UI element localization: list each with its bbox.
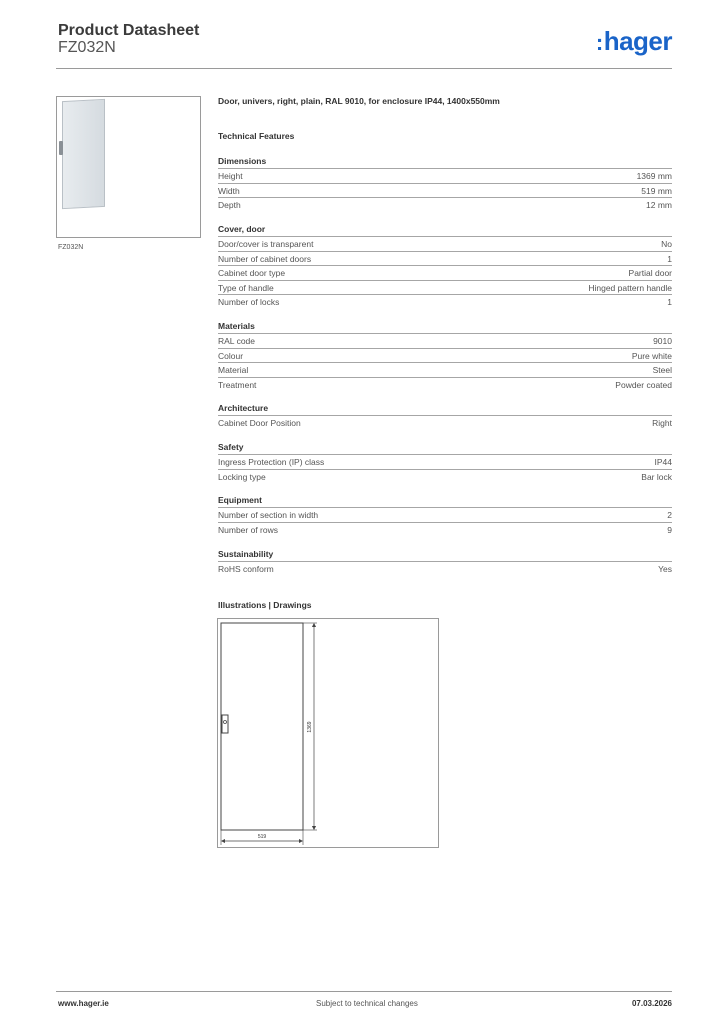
spec-row xyxy=(218,522,672,536)
door-outline xyxy=(221,623,303,830)
spec-label: Width xyxy=(218,185,240,196)
spec-label: Cabinet door type xyxy=(218,268,286,278)
spec-label: Number of cabinet doors xyxy=(218,253,312,264)
spec-value: 2 xyxy=(667,510,672,520)
spec-row xyxy=(218,415,672,429)
spec-value: 1369 mm xyxy=(636,171,672,181)
spec-value: 1 xyxy=(667,297,672,307)
product-code: FZ032N xyxy=(58,39,116,56)
spec-label: Depth xyxy=(218,200,241,210)
spec-label: Ingress Protection (IP) class xyxy=(218,457,325,467)
spec-row xyxy=(218,183,672,197)
technical-features-heading: Technical Features xyxy=(218,131,295,141)
section-title: Cover, door xyxy=(218,224,266,234)
spec-row xyxy=(218,168,672,182)
hager-logo: :hager xyxy=(595,26,672,56)
spec-row xyxy=(218,236,672,250)
width-dimension-label: 519 xyxy=(257,834,267,840)
spec-value: No xyxy=(661,239,672,249)
spec-row xyxy=(218,265,672,279)
spec-row xyxy=(218,197,672,211)
footer-note: Subject to technical changes xyxy=(316,999,418,1008)
spec-row xyxy=(218,454,672,468)
spec-value: Steel xyxy=(652,365,672,375)
spec-label: Colour xyxy=(218,350,244,361)
footer-divider xyxy=(56,991,672,992)
spec-label: Locking type xyxy=(218,471,266,482)
spec-row xyxy=(218,348,672,362)
spec-label: Number of section in width xyxy=(218,510,319,520)
spec-value: 12 mm xyxy=(646,200,672,210)
door-picture xyxy=(62,99,105,209)
spec-row xyxy=(218,561,672,575)
section-title: Equipment xyxy=(218,495,262,505)
section-title: Materials xyxy=(218,321,255,331)
spec-value: Powder coated xyxy=(615,379,672,390)
spec-label: RAL code xyxy=(218,336,256,346)
spec-row xyxy=(218,507,672,521)
spec-label: Material xyxy=(218,365,249,375)
spec-value: 9010 xyxy=(653,336,672,346)
spec-label: Number of rows xyxy=(218,524,278,535)
spec-label: Height xyxy=(218,171,243,181)
illustrations-heading: Illustrations | Drawings xyxy=(218,600,312,610)
technical-drawing xyxy=(217,618,439,848)
spec-row xyxy=(218,294,672,308)
spec-value: Right xyxy=(652,418,672,428)
spec-value: 1 xyxy=(667,253,672,264)
height-dimension-label: 1369 xyxy=(307,721,313,733)
spec-value: Hinged pattern handle xyxy=(588,282,672,293)
footer-website[interactable]: www.hager.ie xyxy=(58,999,109,1008)
header-divider xyxy=(56,68,672,69)
section-title: Safety xyxy=(218,442,244,452)
spec-value: 519 mm xyxy=(641,185,672,196)
spec-row xyxy=(218,469,672,483)
product-image-caption: FZ032N xyxy=(58,244,84,251)
footer-date: 07.03.2026 xyxy=(631,999,672,1008)
spec-label: Type of handle xyxy=(218,282,274,293)
spec-label: Number of locks xyxy=(218,297,280,307)
spec-label: Door/cover is transparent xyxy=(218,239,314,249)
door-handle xyxy=(222,715,228,733)
spec-row xyxy=(218,280,672,294)
document-title: Product Datasheet xyxy=(58,22,200,39)
spec-label: Treatment xyxy=(218,379,257,390)
spec-row xyxy=(218,362,672,376)
spec-value: 9 xyxy=(667,524,672,535)
spec-value: IP44 xyxy=(654,457,672,467)
spec-value: Partial door xyxy=(628,268,672,278)
spec-value: Yes xyxy=(658,564,672,574)
product-image xyxy=(56,96,201,238)
spec-row xyxy=(218,377,672,391)
spec-value: Bar lock xyxy=(641,471,672,482)
section-title: Dimensions xyxy=(218,156,267,166)
spec-label: RoHS conform xyxy=(218,564,274,574)
spec-row xyxy=(218,251,672,265)
section-title: Sustainability xyxy=(218,549,274,559)
spec-value: Pure white xyxy=(631,350,672,361)
spec-row xyxy=(218,333,672,347)
product-description: Door, univers, right, plain, RAL 9010, for enclosure IP44, 1400x550mm xyxy=(218,96,500,106)
handle-picture xyxy=(59,141,63,155)
section-title: Architecture xyxy=(218,403,269,413)
spec-label: Cabinet Door Position xyxy=(218,418,301,428)
